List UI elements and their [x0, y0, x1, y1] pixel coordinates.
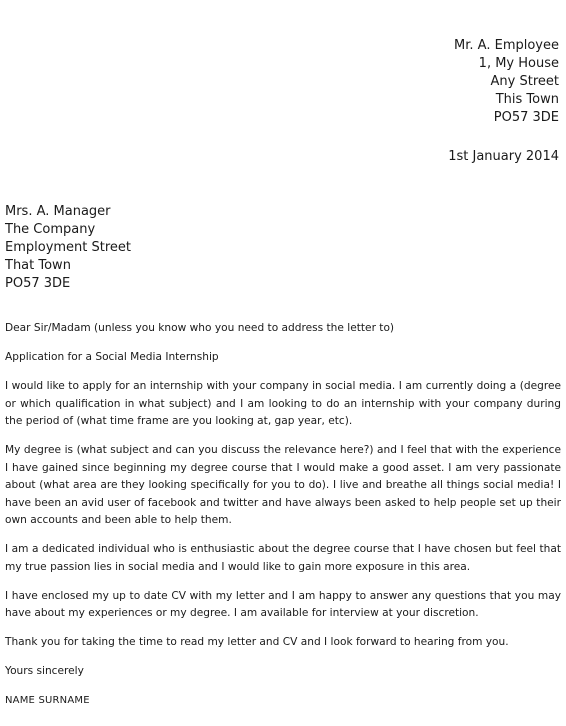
signature: NAME SURNAME	[5, 695, 90, 706]
recipient-company: The Company	[5, 222, 96, 237]
salutation: Dear Sir/Madam (unless you know who you need to address the letter to)	[5, 322, 395, 334]
letter-body	[5, 320, 561, 721]
recipient-name: Mrs. A. Manager	[5, 204, 111, 219]
recipient-street: Employment Street	[5, 240, 132, 255]
body-paragraph: I would like to apply for an internship with your company in social media. I am currently doing a (degree or which qualification in what subject) and I am looking to do an internship with your company during the period of (what time frame are you looking at, gap year, etc).	[5, 380, 561, 427]
body-paragraph: I have enclosed my up to date CV with my letter and I am happy to answer any questions that you may have about my experiences or my degree. I am available for interview at your discretion.	[5, 589, 561, 619]
body-paragraph: My degree is (what subject and can you discuss the relevance here?) and I feel that with the experience I have gained since beginning my degree course that I would make a good asset. I am very passionate about (what area are they looking specifically for you to do). I live and breathe all things social media! I have been an avid user of facebook and twitter and have always been asked to help people set up their own accounts and been able to help them.	[5, 444, 561, 526]
sender-postcode: PO57 3DE	[493, 110, 559, 125]
recipient-address-block	[5, 203, 131, 293]
body-paragraph: I am a dedicated individual who is enthusiastic about the degree course that I have chosen but feel that my true passion lies in social media and I would like to gain more exposure in this area.	[5, 543, 561, 573]
subject-line: Application for a Social Media Internship	[5, 351, 219, 363]
sender-name: Mr. A. Employee	[454, 38, 559, 53]
sender-address-line: This Town	[495, 92, 559, 107]
letter-date: 1st January 2014	[448, 149, 559, 164]
closing: Yours sincerely	[5, 665, 84, 677]
sender-address-line: 1, My House	[478, 56, 559, 71]
recipient-town: That Town	[5, 258, 71, 273]
body-paragraph: Thank you for taking the time to read my letter and CV and I look forward to hearing from you.	[5, 636, 509, 648]
sender-address-line: Any Street	[490, 74, 559, 89]
sender-address-block	[454, 37, 559, 127]
recipient-postcode: PO57 3DE	[5, 276, 71, 291]
